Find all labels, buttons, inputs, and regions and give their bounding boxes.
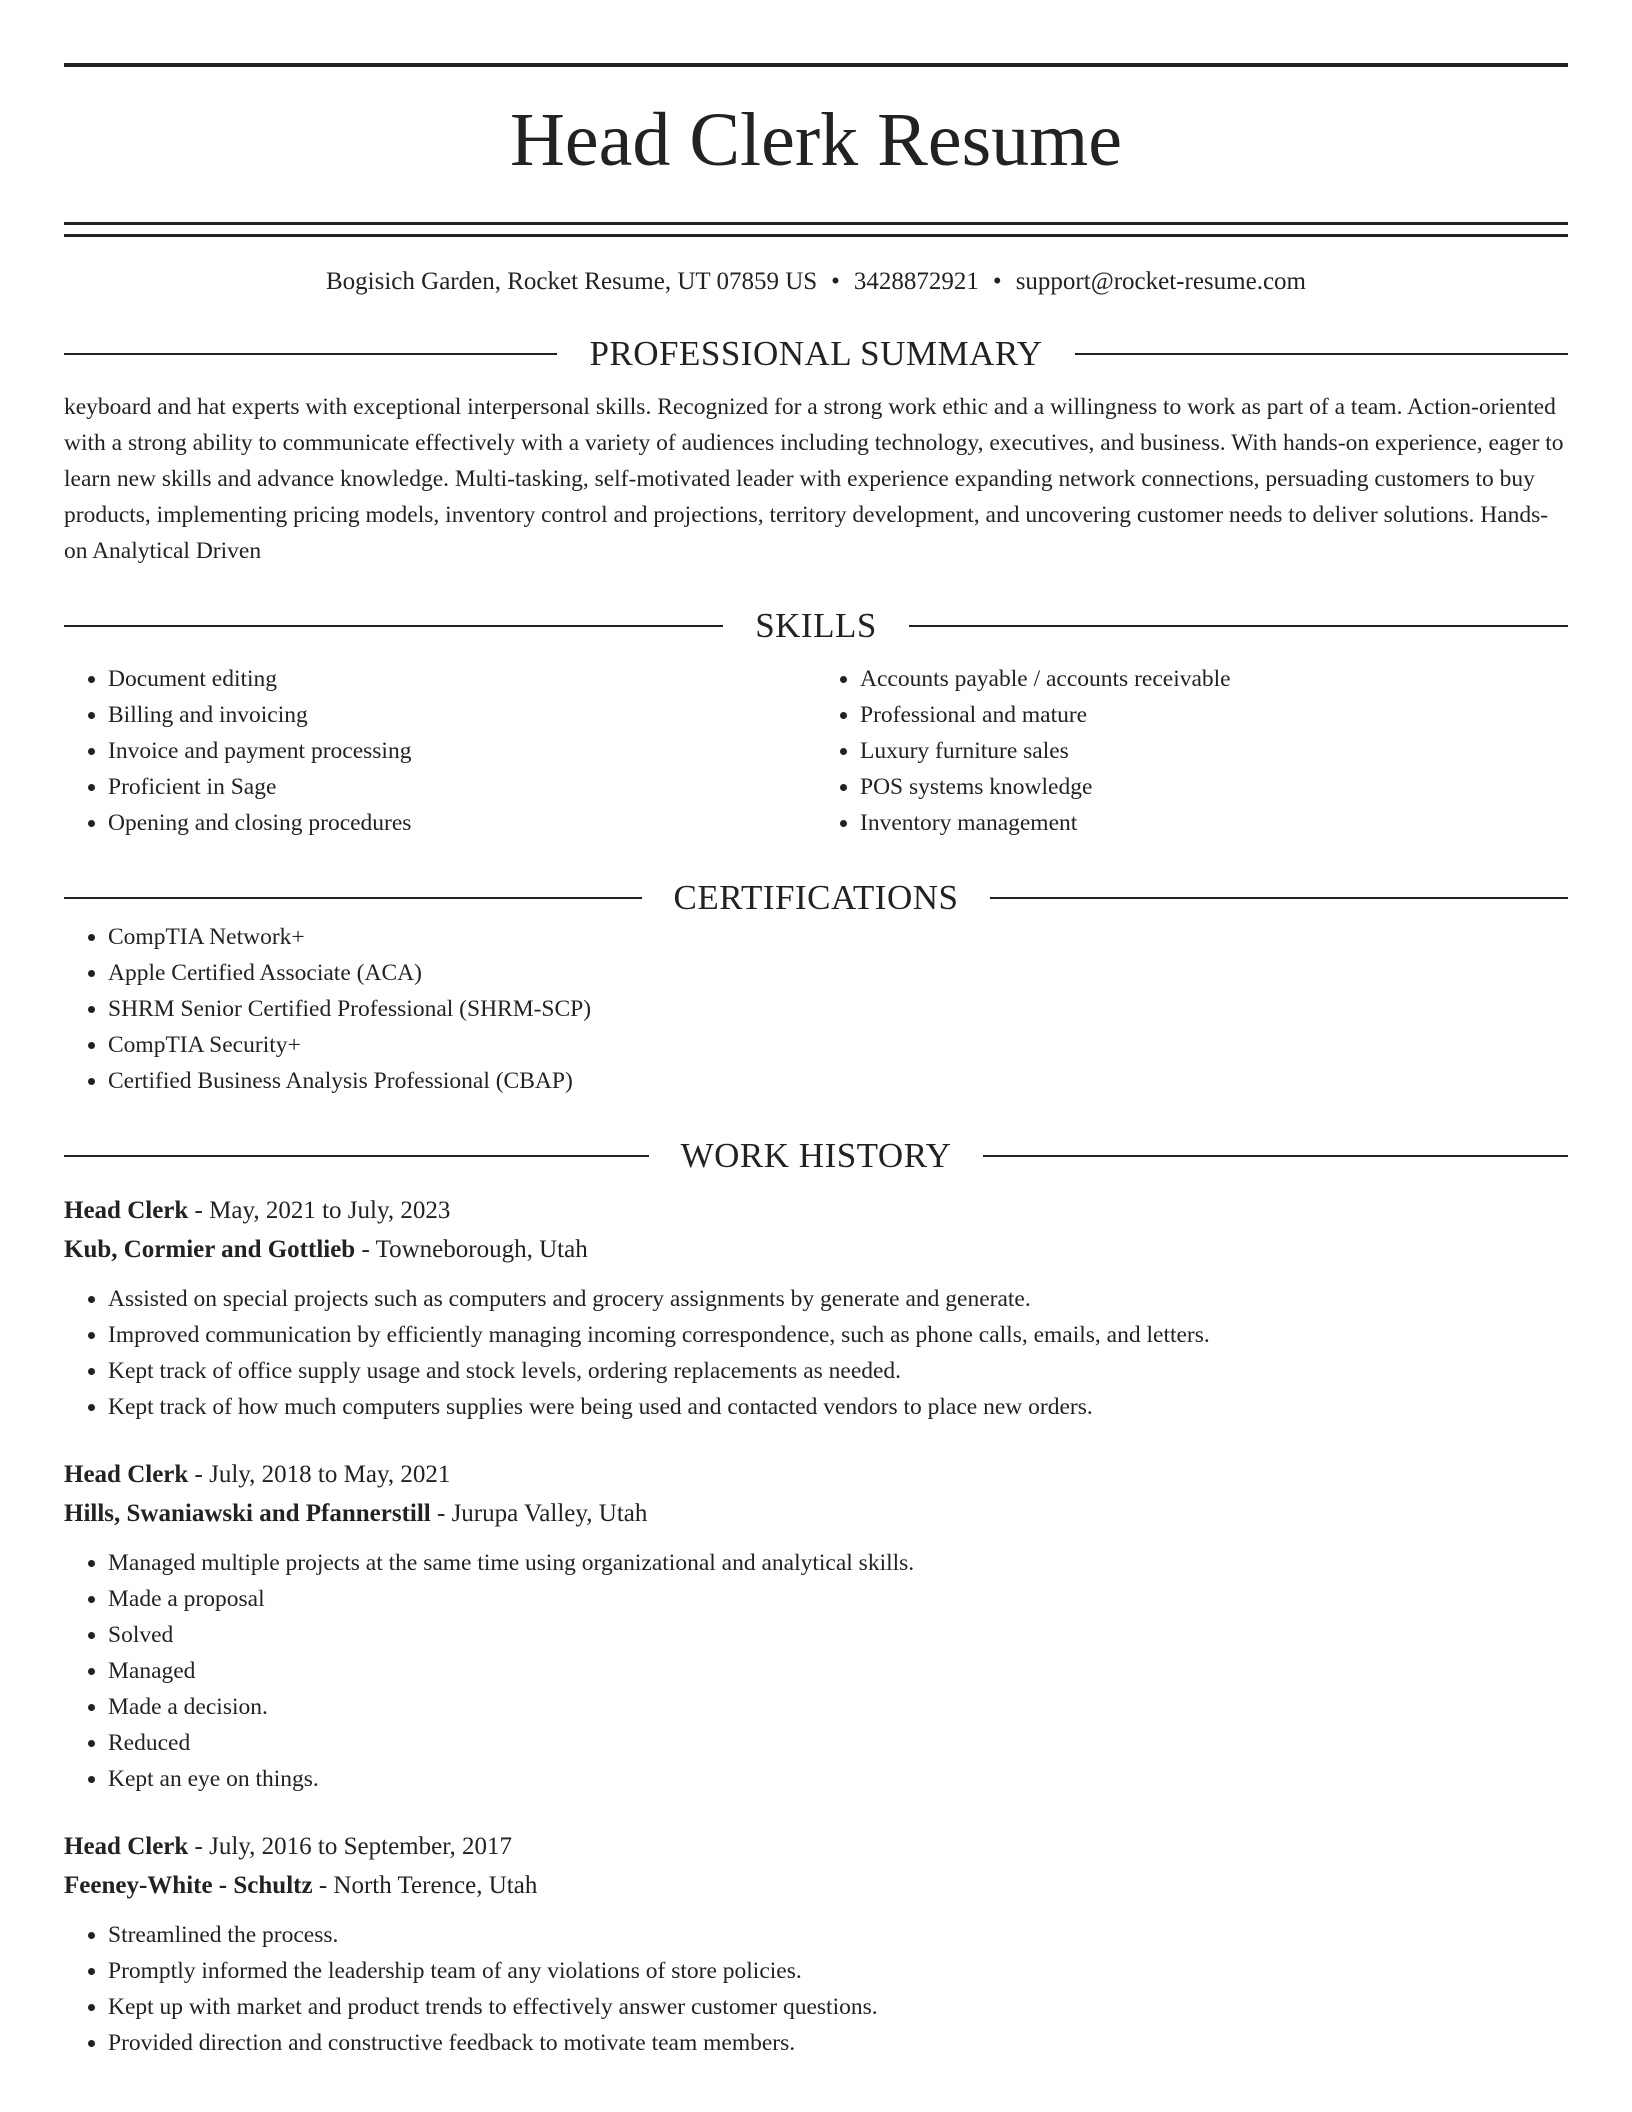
job-entry xyxy=(64,1455,1568,1797)
job-duty: • Provided direction and constructive feedback to motivate team members. xyxy=(108,2025,1568,2061)
skill-item: • POS systems knowledge xyxy=(860,769,1568,805)
contact-separator: • xyxy=(831,268,840,295)
job-role: Head Clerk xyxy=(64,1461,189,1488)
title-double-rule xyxy=(64,222,1568,237)
job-duty: • Made a proposal xyxy=(108,1581,1568,1617)
job-duties-list xyxy=(64,1281,1568,1425)
skill-item: • Inventory management xyxy=(860,805,1568,841)
heading-rule xyxy=(983,1155,1568,1157)
heading-rule xyxy=(64,625,723,627)
job-dates: May, 2021 to July, 2023 xyxy=(209,1197,451,1224)
job-duties-list xyxy=(64,1917,1568,2061)
job-duty: • Solved xyxy=(108,1617,1568,1653)
section-title: WORK HISTORY xyxy=(680,1136,952,1175)
job-role: Head Clerk xyxy=(64,1197,189,1224)
job-role-line xyxy=(64,1827,1568,1866)
job-company-line xyxy=(64,1230,1568,1269)
job-dates: July, 2018 to May, 2021 xyxy=(209,1461,451,1488)
section-heading-work-history xyxy=(64,1135,1568,1177)
section-title: CERTIFICATIONS xyxy=(673,878,959,917)
top-rule xyxy=(64,63,1568,67)
job-duty: • Assisted on special projects such as computers and grocery assignments by generate and generate. xyxy=(108,1281,1568,1317)
job-company-line xyxy=(64,1494,1568,1533)
job-dash: - xyxy=(188,1461,210,1488)
job-duty: • Managed xyxy=(108,1653,1568,1689)
job-duty: • Improved communication by efficiently managing incoming correspondence, such as phone calls, emails, and letters. xyxy=(108,1317,1568,1353)
job-role-line xyxy=(64,1455,1568,1494)
job-dates: July, 2016 to September, 2017 xyxy=(209,1833,513,1860)
certification-item: • SHRM Senior Certified Professional (SHRM-SCP) xyxy=(108,991,1568,1027)
job-duty: • Kept up with market and product trends to effectively answer customer questions. xyxy=(108,1989,1568,2025)
certifications-list xyxy=(64,919,1568,1099)
job-duties-list xyxy=(64,1545,1568,1797)
certification-item: • Apple Certified Associate (ACA) xyxy=(108,955,1568,991)
job-company: Feeney-White - Schultz xyxy=(64,1872,313,1899)
contact-address: Bogisich Garden, Rocket Resume, UT 07859 US xyxy=(326,268,818,295)
skill-item: • Accounts payable / accounts receivable xyxy=(860,661,1568,697)
heading-rule xyxy=(1075,353,1568,355)
job-duty: • Reduced xyxy=(108,1725,1568,1761)
job-dash: - xyxy=(188,1197,210,1224)
heading-rule xyxy=(64,353,557,355)
job-duty: • Promptly informed the leadership team of any violations of store policies. xyxy=(108,1953,1568,1989)
certification-item: • Certified Business Analysis Professional (CBAP) xyxy=(108,1063,1568,1099)
heading-rule xyxy=(64,1155,649,1157)
job-location: Towneborough, Utah xyxy=(375,1236,588,1263)
heading-rule xyxy=(990,897,1568,899)
job-duty: • Made a decision. xyxy=(108,1689,1568,1725)
skills-grid xyxy=(64,661,1568,841)
skill-item: • Invoice and payment processing xyxy=(108,733,816,769)
job-location: Jurupa Valley, Utah xyxy=(451,1500,648,1527)
section-heading-summary xyxy=(64,333,1568,375)
certification-item: • CompTIA Network+ xyxy=(108,919,1568,955)
skill-item: • Luxury furniture sales xyxy=(860,733,1568,769)
job-dash: - xyxy=(312,1872,334,1899)
job-duty: • Kept track of office supply usage and stock levels, ordering replacements as needed. xyxy=(108,1353,1568,1389)
job-duty: • Kept track of how much computers supplies were being used and contacted vendors to place new orders. xyxy=(108,1389,1568,1425)
job-role: Head Clerk xyxy=(64,1833,189,1860)
contact-email: support@rocket-resume.com xyxy=(1015,268,1306,295)
job-duty: • Managed multiple projects at the same time using organizational and analytical skills. xyxy=(108,1545,1568,1581)
job-entry xyxy=(64,1827,1568,2061)
job-location: North Terence, Utah xyxy=(333,1872,538,1899)
heading-rule xyxy=(909,625,1568,627)
section-title: PROFESSIONAL SUMMARY xyxy=(589,334,1043,373)
job-company: Hills, Swaniawski and Pfannerstill xyxy=(64,1500,431,1527)
job-dash: - xyxy=(355,1236,376,1263)
job-entry xyxy=(64,1191,1568,1425)
section-title: SKILLS xyxy=(755,606,877,645)
job-company-line xyxy=(64,1866,1568,1905)
skill-item: • Document editing xyxy=(108,661,816,697)
skills-list-right xyxy=(816,661,1568,841)
resume-title: Head Clerk Resume xyxy=(509,98,1123,182)
skill-item: • Billing and invoicing xyxy=(108,697,816,733)
contact-separator: • xyxy=(992,268,1002,295)
contact-phone: 3428872921 xyxy=(853,268,979,295)
section-heading-skills xyxy=(64,605,1568,647)
job-dash: - xyxy=(430,1500,452,1527)
section-heading-certifications xyxy=(64,877,1568,919)
summary-text: keyboard and hat experts with exceptional interpersonal skills. Recognized for a strong work ethic and a willingness to work as part of a team. Action-oriented with a strong ability to communicate effectively with a variety of audiences including technology, executives, and business. With hands-on experience, eager to learn new skills and advance knowledge. Multi-tasking, self-motivated leader with experience expanding network connections, persuading customers to buy products, implementing pricing models, inventory control and projections, territory development, and uncovering customer needs to deliver solutions. Hands-on Analytical Driven xyxy=(64,394,1564,564)
job-company: Kub, Cormier and Gottlieb xyxy=(64,1236,356,1263)
heading-rule xyxy=(64,897,642,899)
certification-item: • CompTIA Security+ xyxy=(108,1027,1568,1063)
job-duty: • Streamlined the process. xyxy=(108,1917,1568,1953)
skill-item: • Professional and mature xyxy=(860,697,1568,733)
skills-list-left xyxy=(64,661,816,841)
skill-item: • Proficient in Sage xyxy=(108,769,816,805)
skill-item: • Opening and closing procedures xyxy=(108,805,816,841)
job-role-line xyxy=(64,1191,1568,1230)
resume-page xyxy=(64,0,1568,2061)
contact-line xyxy=(64,267,1568,297)
job-duty: • Kept an eye on things. xyxy=(108,1761,1568,1797)
job-dash: - xyxy=(188,1833,210,1860)
